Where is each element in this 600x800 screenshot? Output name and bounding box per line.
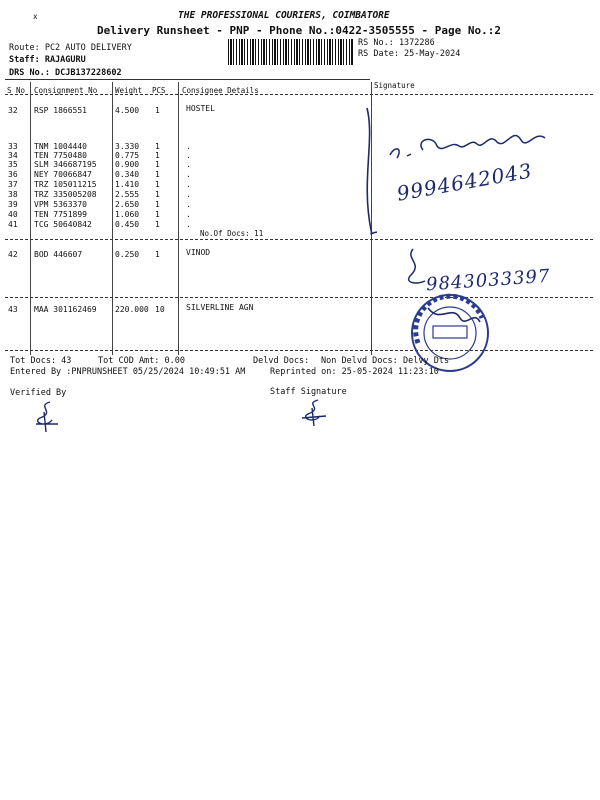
entered-by: Entered By :PNPRUNSHEET 05/25/2024 10:49:51 AM [10, 367, 246, 377]
col-signature: Signature [374, 81, 415, 90]
row-sno: 35 [8, 160, 18, 169]
row-weight: 0.340 [115, 170, 140, 179]
col-consignment: Consignment No [34, 86, 98, 95]
row-consignment: TRZ 105011215 [34, 180, 97, 189]
row-consignment: SLM 346687195 [34, 160, 97, 169]
row-consignment: MAA 301162469 [34, 305, 97, 314]
row-weight: 1.060 [115, 210, 140, 219]
row-pcs: 1 [155, 220, 160, 229]
row-consignment: VPM 5363370 [34, 200, 87, 209]
col-pcs: PCS [152, 86, 166, 95]
docs-count-note: No.Of Docs: 11 [200, 229, 264, 238]
staff: Staff: RAJAGURU [9, 55, 86, 65]
col-consignee: Consignee Details [182, 86, 259, 95]
runsheet-title: Delivery Runsheet - PNP - Phone No.:0422-3505555 - Page No.:2 [97, 24, 501, 37]
row-details: . [186, 200, 191, 209]
staff-signature [296, 396, 332, 428]
staff-signature-label: Staff Signature [270, 387, 347, 397]
row-weight: 2.650 [115, 200, 140, 209]
row-sno: 32 [8, 106, 18, 115]
total-cod: Tot COD Amt: 0.00 [98, 356, 185, 366]
row-sno: 42 [8, 250, 18, 259]
row-sno: 43 [8, 305, 18, 314]
delivered-docs: Delvd Docs: [253, 356, 310, 366]
row-consignment: TEN 7751899 [34, 210, 87, 219]
row-details: . [186, 180, 191, 189]
row-weight: 2.555 [115, 190, 140, 199]
row-sno: 41 [8, 220, 18, 229]
verified-signature [28, 398, 64, 434]
row-sno: 40 [8, 210, 18, 219]
verified-by-label: Verified By [10, 388, 67, 398]
non-delivered-docs: Non Delvd Docs: [321, 356, 398, 366]
row-sno: 36 [8, 170, 18, 179]
route: Route: PC2 AUTO DELIVERY [9, 43, 132, 53]
col-weight: Weight [115, 86, 143, 95]
row-pcs: 1 [155, 200, 160, 209]
handwritten-phone-2: 9843033397 [425, 265, 552, 296]
row-pcs: 1 [155, 210, 160, 219]
row-pcs: 1 [155, 190, 160, 199]
row-weight: 0.775 [115, 151, 140, 160]
row-weight: 4.500 [115, 106, 140, 115]
delivery-dts: Delvy Dts [403, 356, 450, 366]
rs-number: RS No.: 1372286 [358, 38, 435, 48]
row-pcs: 1 [155, 106, 160, 115]
row-details: VINOD [186, 248, 211, 257]
col-sno: S No [7, 86, 26, 95]
row-consignment: TRZ 335005208 [34, 190, 97, 199]
row-consignment: BOD 446607 [34, 250, 83, 259]
row-details: . [186, 220, 191, 229]
row-weight: 0.450 [115, 220, 140, 229]
row-weight: 3.330 [115, 142, 140, 151]
row-weight: 0.250 [115, 250, 140, 259]
barcode [228, 39, 354, 65]
group-rule-2 [5, 297, 593, 298]
row-details: . [186, 160, 191, 169]
row-pcs: 1 [155, 151, 160, 160]
row-weight: 0.900 [115, 160, 140, 169]
row-details: . [186, 190, 191, 199]
row-details: . [186, 170, 191, 179]
row-consignment: NEY 70066847 [34, 170, 92, 179]
row-sno: 33 [8, 142, 18, 151]
drs-number: DRS No.: DCJB137228602 [9, 68, 122, 78]
row-details: . [186, 151, 191, 160]
corner-mark: x [33, 12, 38, 21]
reprinted-on: Reprinted on: 25-05-2024 11:23:10 [270, 367, 439, 377]
row-sno: 37 [8, 180, 18, 189]
row-pcs: 10 [155, 305, 165, 314]
row-consignment: TNM 1004440 [34, 142, 87, 151]
handwritten-phone-1: 9994642043 [394, 158, 535, 206]
row-consignment: RSP 1866551 [34, 106, 87, 115]
col-divider-1 [30, 82, 31, 355]
row-sno: 34 [8, 151, 18, 160]
row-weight: 220.000 [115, 305, 149, 314]
table-bottom-rule [5, 350, 593, 351]
row-sno: 38 [8, 190, 18, 199]
row-details: SILVERLINE AGN [186, 303, 254, 312]
rs-date: RS Date: 25-May-2024 [358, 49, 461, 59]
row-pcs: 1 [155, 160, 160, 169]
row-details: . [186, 210, 191, 219]
col-divider-2 [112, 82, 113, 355]
row-details: HOSTEL [186, 104, 215, 113]
row-consignment: TEN 7750480 [34, 151, 87, 160]
row-pcs: 1 [155, 180, 160, 189]
col-divider-3 [178, 82, 179, 355]
row-pcs: 1 [155, 142, 160, 151]
row-sno: 39 [8, 200, 18, 209]
row-pcs: 1 [155, 170, 160, 179]
row-weight: 1.410 [115, 180, 140, 189]
row-details: . [186, 142, 191, 151]
row-pcs: 1 [155, 250, 160, 259]
row-consignment: TCG 50640842 [34, 220, 92, 229]
header-rule [5, 79, 370, 80]
total-docs: Tot Docs: 43 [10, 356, 72, 366]
company-name: THE PROFESSIONAL COURIERS, COIMBATORE [178, 10, 390, 21]
